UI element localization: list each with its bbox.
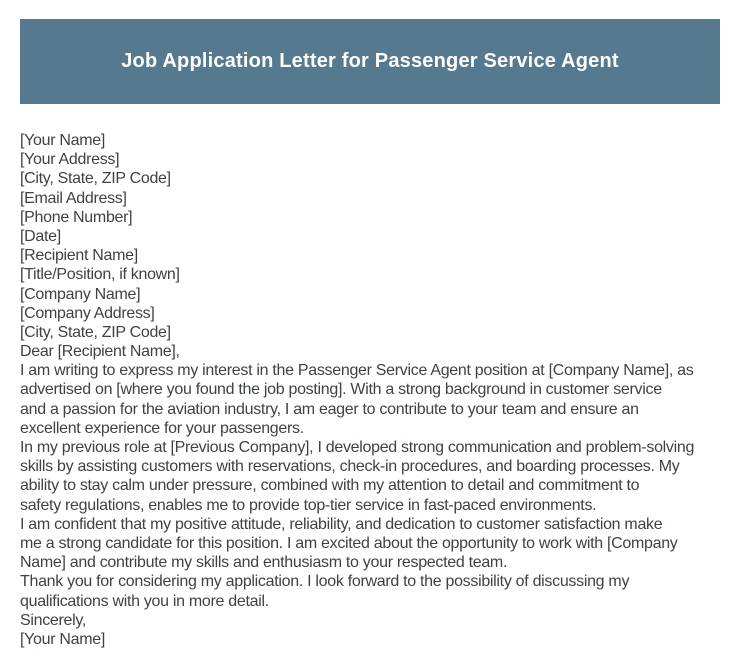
letter-line: and a passion for the aviation industry, I am eager to contribute to your team and ensure an: [20, 400, 639, 418]
letter-line: [Company Address]: [20, 304, 155, 322]
letter-line: excellent experience for your passengers.: [20, 419, 304, 437]
letter-line: [Email Address]: [20, 189, 127, 207]
letter-line: me a strong candidate for this position. I am excited about the opportunity to work with [Company: [20, 534, 678, 552]
letter-line: qualifications with you in more detail.: [20, 592, 269, 610]
letter-line: [Your Name]: [20, 132, 106, 149]
letter-line: Thank you for considering my application. I look forward to the possibility of discussing my: [20, 573, 630, 591]
letter-line: [Company Name]: [20, 285, 141, 303]
header-banner: [20, 19, 720, 104]
letter-line: [Your Name]: [20, 630, 106, 648]
letter-line: [Phone Number]: [20, 208, 133, 226]
letter-body: [20, 131, 736, 649]
page-title: Job Application Letter for Passenger Service Agent: [121, 50, 619, 72]
letter-line: ability to stay calm under pressure, combined with my attention to detail and commitment to: [20, 477, 640, 495]
letter-line: Name] and contribute my skills and enthusiasm to your respected team.: [20, 554, 508, 572]
letter-line: advertised on [where you found the job posting]. With a strong background in customer service: [20, 381, 662, 399]
letter-line: [City, State, ZIP Code]: [20, 323, 171, 341]
letter-line: Sincerely,: [20, 611, 87, 629]
letter-line: [Recipient Name]: [20, 247, 138, 265]
letter-line: I am confident that my positive attitude, reliability, and dedication to customer satisfaction make: [20, 515, 663, 533]
letter-line: [Your Address]: [20, 151, 120, 169]
letter-line: Dear [Recipient Name],: [20, 343, 180, 361]
letter-line: [City, State, ZIP Code]: [20, 170, 171, 188]
letter-line: I am writing to express my interest in the Passenger Service Agent position at [Company Name], as: [20, 362, 694, 380]
letter-line: In my previous role at [Previous Company], I developed strong communication and problem-solving: [20, 439, 695, 456]
letter-line: [Date]: [20, 227, 61, 245]
letter-line: skills by assisting customers with reservations, check-in procedures, and boarding processes. My: [20, 458, 680, 476]
letter-line: [Title/Position, if known]: [20, 266, 180, 284]
letter-line: safety regulations, enables me to provide top-tier service in fast-paced environments.: [20, 496, 597, 514]
